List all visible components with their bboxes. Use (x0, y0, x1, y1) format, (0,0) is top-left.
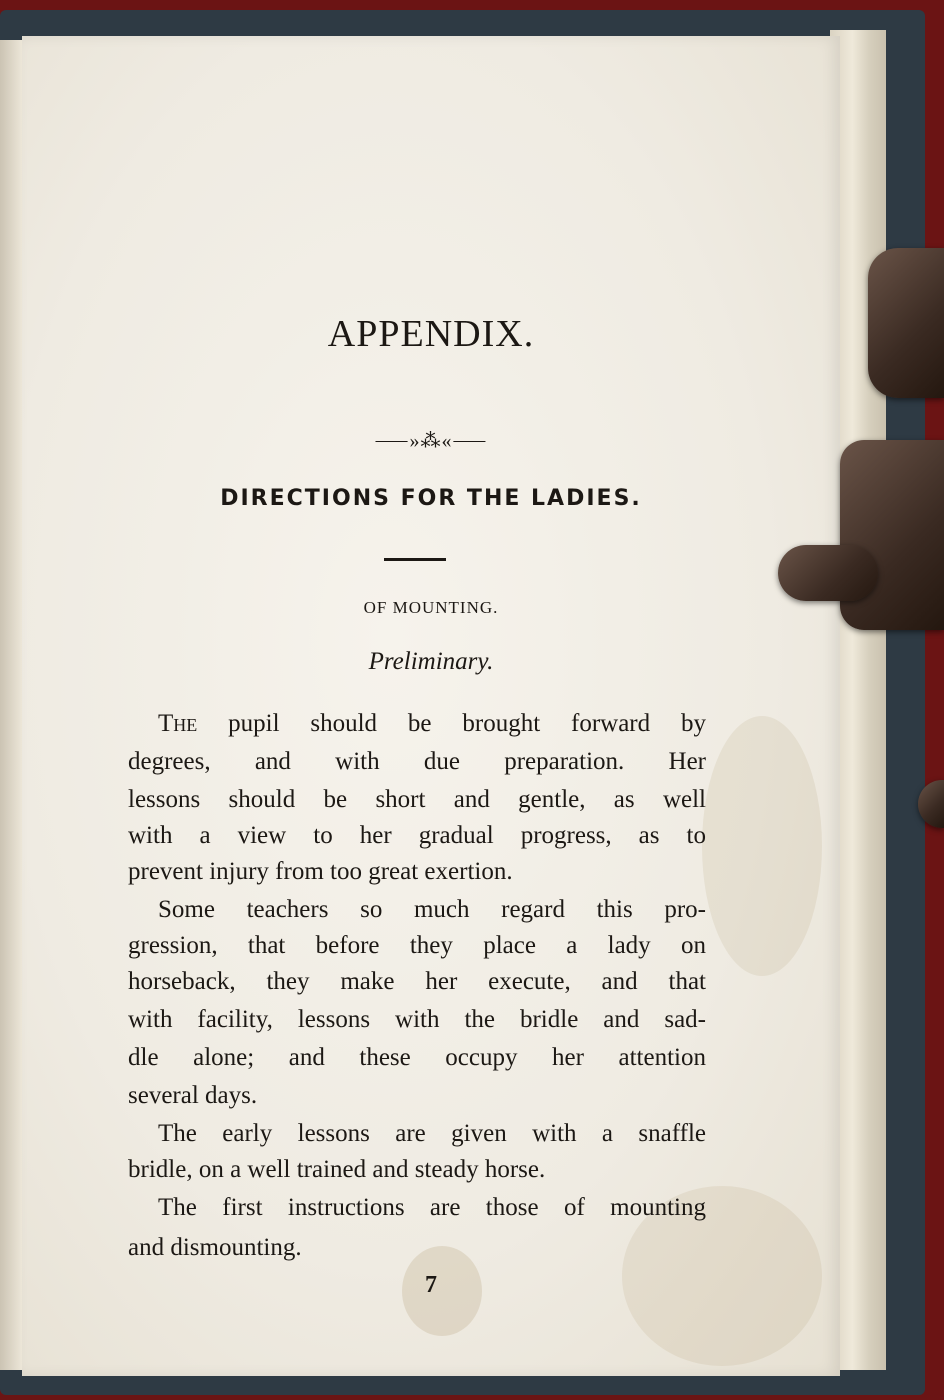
page-number: 7 (425, 1272, 437, 1298)
heading-rule (384, 558, 446, 561)
page-text (22, 36, 840, 1376)
drop-word: The (158, 710, 198, 737)
text-line: horseback, they make her execute, and that (128, 968, 706, 995)
text-line: Some teachers so much regard this pro- (158, 896, 706, 923)
text-line: prevent injury from too great exertion. (128, 858, 513, 885)
text-line: with a view to her gradual progress, as to (128, 822, 706, 849)
ornament-divider: ⸺»⁂«⸺ (374, 430, 488, 452)
text-line: The pupil should be brought forward by (158, 710, 706, 737)
text-line: and dismounting. (128, 1234, 302, 1261)
book-page (22, 36, 840, 1376)
text-line: The first instructions are those of mounting (158, 1194, 706, 1221)
text-line: bridle, on a well trained and steady horse. (128, 1156, 546, 1183)
text-line: several days. (128, 1082, 258, 1109)
text-line: degrees, and with due preparation. Her (128, 748, 706, 775)
clasp-upper (868, 248, 944, 398)
text-line: with facility, lessons with the bridle and sad- (128, 1006, 706, 1033)
clasp-middle (840, 440, 944, 630)
text-line: lessons should be short and gentle, as well (128, 786, 706, 813)
chapter-heading: OF MOUNTING. (363, 598, 499, 617)
clasp-arm (778, 545, 878, 601)
left-page-edge (0, 40, 22, 1370)
text-line: dle alone; and these occupy her attention (128, 1044, 706, 1071)
page-title: APPENDIX. (327, 313, 535, 355)
section-heading: DIRECTIONS FOR THE LADIES. (220, 486, 642, 511)
text-line: gression, that before they place a lady on (128, 932, 706, 959)
text-line: The early lessons are given with a snaffle (158, 1120, 706, 1147)
section-subtitle: Preliminary. (368, 648, 494, 675)
